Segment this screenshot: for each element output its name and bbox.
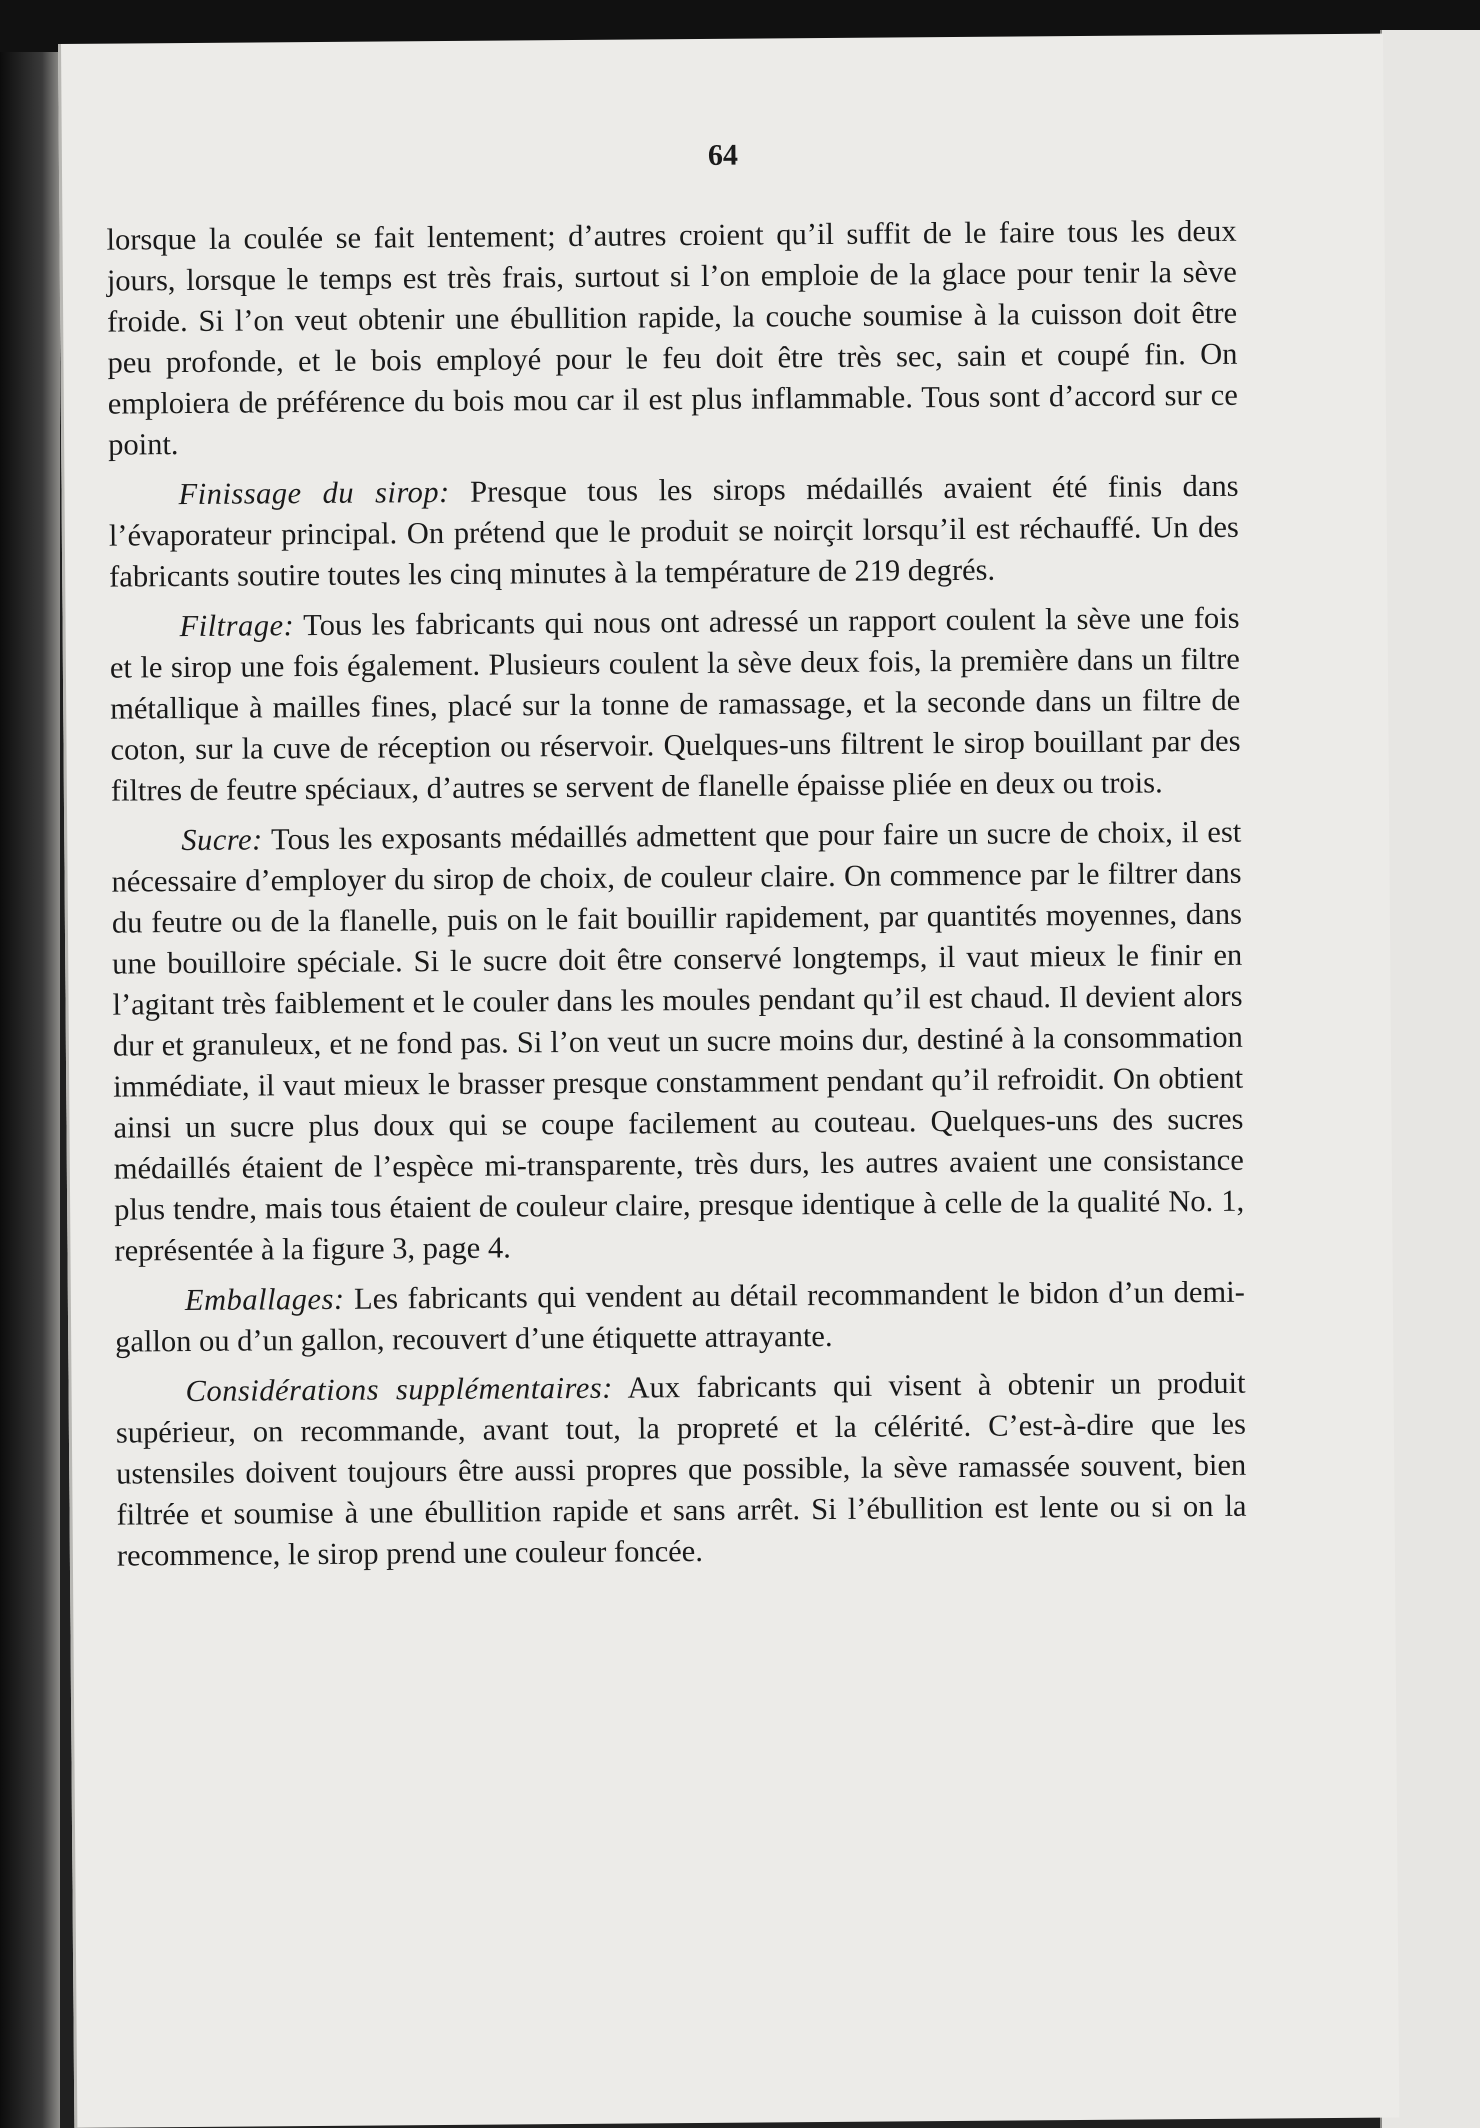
paragraph-text: lorsque la coulée se fait lentement; d’autres croient qu’il suffit de le faire tous les deux jours, lorsque le temps est très frais, surtout si l’on emploie de la glace pour tenir la sève froide. Si l’on veut obtenir une ébullition rapide, la couche soumise à la cuisson doit être peu profonde, et le bois employé pour le feu doit être très sec, sain et coupé fin. On emploiera de préférence du bois mou car il est plus inflammable. Tous sont d’accord sur ce point. — [106, 213, 1238, 462]
page-body — [106, 211, 1247, 1586]
page-number: 64 — [707, 138, 739, 172]
paragraph-considerations — [115, 1363, 1247, 1577]
book-page — [58, 34, 1399, 2128]
paragraph-text: Tous les fabricants qui nous ont adressé un rapport coulent la sève une fois et le sirop une fois également. Plusieurs coulent la sève deux fois, la première dans un filtre métallique à mailles fines, placé sur la tonne de ramassage, et la seconde dans un filtre de coton, sur la cuve de réception ou réservoir. Quelques-uns filtrent le sirop bouillant par des filtres de feutre spéciaux, d’autres se servent de flanelle épaisse pliée en deux ou trois. — [109, 600, 1241, 808]
paragraph-filtrage — [109, 598, 1241, 812]
paragraph-text: Aux fabricants qui visent à obtenir un produit supérieur, on recommande, avant tout, la propreté et la célérité. C’est-à-dire que les ustensiles doivent toujours être aussi propres que possible, la sève ramassée souvent, bien filtrée et soumise à une ébullition rapide et sans arrêt. Si l’ébullition est lente ou si on la recommence, le sirop prend une couleur foncée. — [115, 1365, 1247, 1573]
paragraph-text: Tous les exposants médaillés admettent que pour faire un sucre de choix, il est nécessaire d’employer du sirop de choix, de couleur claire. On commence par le filtrer dans du feutre ou de la flanelle, puis on le fait bouillir rapidement, par quantités moyennes, dans une bouilloire spéciale. Si le sucre doit être conservé longtemps, il vaut mieux le finir en l’agitant très faiblement et le couler dans les moules pendant qu’il est chaud. Il devient alors dur et granuleux, et ne fond pas. Si l’on veut un sucre moins dur, destiné à la consommation immédiate, il vaut mieux le brasser presque constamment pendant qu’il refroidit. On obtient ainsi un sucre plus doux qui se coupe facilement au couteau. Quelques-uns des sucres médaillés étaient de l’espèce mi-transparente, très durs, les autres avaient une consistance plus tendre, mais tous étaient de couleur claire, presque identique à celle de la qualité No. 1, représentée à la figure 3, page 4. — [111, 814, 1245, 1268]
paragraph-heading: Sucre: — [181, 822, 263, 858]
paragraph-heading: Considérations supplémentaires: — [185, 1370, 613, 1409]
paragraph-heading: Finissage du sirop: — [178, 474, 450, 512]
paragraph-text: Les fabricants qui vendent au détail recommandent le bidon d’un demi-gallon ou d’un gallon, recouvert d’une étiquette attrayante. — [115, 1274, 1245, 1359]
paragraph-heading: Emballages: — [184, 1281, 345, 1318]
scan-left-margin-shadow — [0, 52, 60, 2128]
paragraph-finissage — [108, 466, 1239, 598]
paragraph-text: Presque tous les sirops médaillés avaient été finis dans l’évaporateur principal. On prétend que le produit se noirçit lorsqu’il est réchauffé. Un des fabricants soutire toutes les cinq minutes à la température de 219 degrés. — [108, 468, 1239, 594]
paragraph-continuation — [106, 211, 1238, 466]
paragraph-heading: Filtrage: — [179, 608, 295, 644]
paragraph-emballages — [115, 1272, 1246, 1363]
paragraph-sucre — [111, 812, 1245, 1272]
